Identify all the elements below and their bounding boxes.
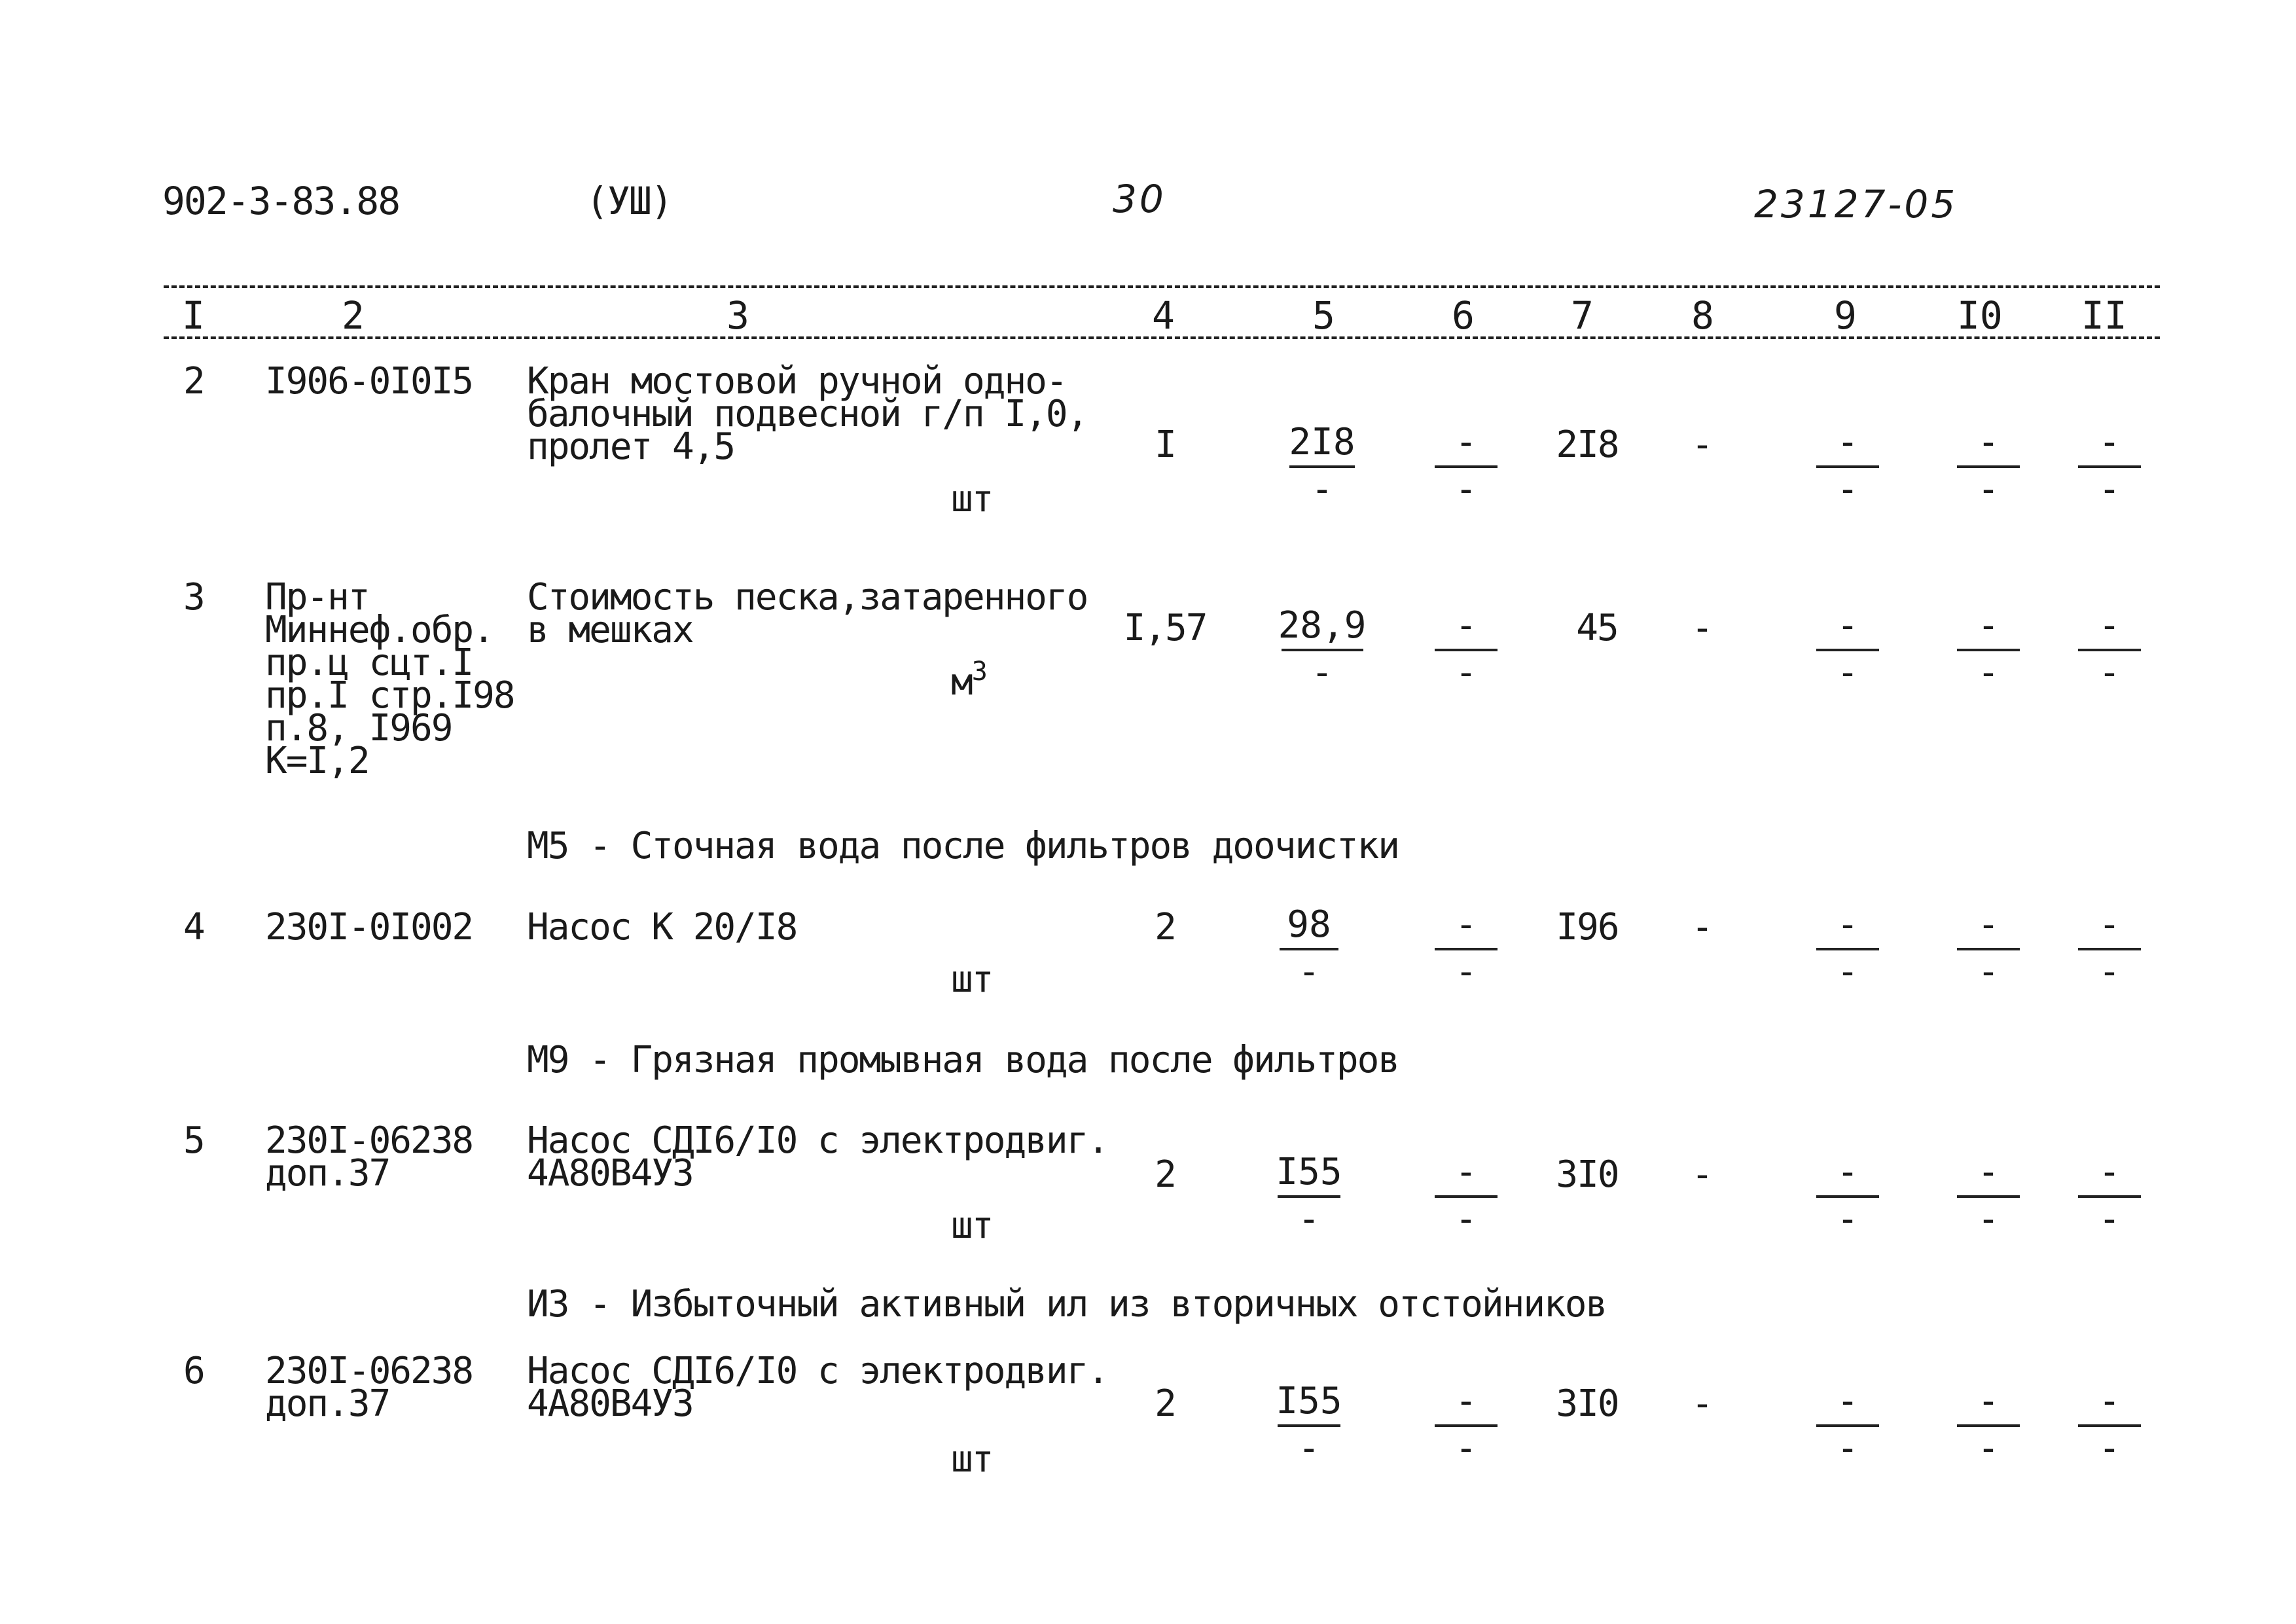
col10-top: - [1977, 903, 2000, 946]
row-quantity: 2 [1155, 1153, 1175, 1196]
row-unit-text: шт [951, 1204, 993, 1247]
section-heading: ИЗ - Избыточный активный ил из вторичных отстойников [527, 1283, 1607, 1326]
row-number: 4 [183, 906, 204, 948]
col-header-8: 8 [1691, 293, 1714, 338]
col5-bottom: - [1311, 468, 1333, 511]
col11-bottom: - [2098, 1427, 2121, 1470]
col-header-5: 5 [1312, 293, 1335, 338]
col8-value: - [1691, 1153, 1712, 1196]
col10-bottom: - [1977, 1427, 2000, 1470]
col5-top: 98 [1287, 903, 1331, 946]
col9-fraction [1812, 1381, 1884, 1473]
col11-fraction [2073, 1152, 2145, 1244]
col6-fraction [1430, 605, 1502, 697]
row-code: I906-0I0I5 [265, 360, 473, 403]
col9-fraction [1812, 422, 1884, 514]
col5-bottom: - [1311, 651, 1333, 694]
row-number: 2 [183, 360, 204, 403]
col11-fraction [2073, 905, 2145, 996]
col5-top: 2I8 [1289, 421, 1355, 463]
col11-bottom: - [2098, 1198, 2121, 1240]
row-quantity: I,57 [1123, 607, 1207, 649]
col9-top: - [1837, 903, 1859, 946]
row-unit-text: шт [951, 1438, 993, 1481]
col5-top: I55 [1276, 1380, 1342, 1422]
col6-bottom: - [1455, 950, 1477, 993]
col6-top: - [1455, 421, 1477, 463]
col5-bottom: - [1298, 1198, 1320, 1240]
col8-value: - [1691, 607, 1712, 649]
col6-top: - [1455, 1380, 1477, 1422]
row-unit-sup: 3 [971, 657, 986, 687]
col11-top: - [2098, 1151, 2121, 1193]
row-unit [951, 1438, 993, 1481]
col9-fraction [1812, 605, 1884, 697]
doc-code: 902-3-83.88 [162, 179, 400, 223]
col7-value: I96 [1556, 906, 1619, 948]
col5-fraction [1257, 1152, 1361, 1244]
col11-fraction [2073, 605, 2145, 697]
col-header-11: II [2081, 293, 2127, 338]
col9-top: - [1837, 604, 1859, 647]
col10-fraction [1952, 905, 2024, 996]
col6-bottom: - [1455, 651, 1477, 694]
col11-top: - [2098, 903, 2121, 946]
col7-value: 45 [1576, 607, 1618, 649]
row-description: Насос СДI6/I0 с электродвиг. 4А80В4УЗ [527, 1350, 1109, 1425]
col5-fraction [1257, 1381, 1361, 1473]
col5-top: I55 [1276, 1151, 1342, 1193]
row-quantity: I [1155, 424, 1175, 466]
header-top-rule [164, 285, 2160, 288]
row-unit-text: шт [951, 478, 993, 520]
col5-fraction [1270, 422, 1374, 514]
col-header-10: I0 [1957, 293, 2003, 338]
col8-value: - [1691, 906, 1712, 948]
row-unit [951, 958, 993, 1001]
col10-fraction [1952, 1381, 2024, 1473]
col10-bottom: - [1977, 950, 2000, 993]
col10-top: - [1977, 1380, 2000, 1422]
col11-top: - [2098, 421, 2121, 463]
col5-bottom: - [1298, 950, 1320, 993]
col9-bottom: - [1837, 651, 1859, 694]
row-quantity: 2 [1155, 1382, 1175, 1425]
col11-top: - [2098, 604, 2121, 647]
col9-fraction [1812, 1152, 1884, 1244]
col10-top: - [1977, 421, 2000, 463]
row-quantity: 2 [1155, 906, 1175, 948]
col6-bottom: - [1455, 468, 1477, 511]
col6-fraction [1430, 1381, 1502, 1473]
col8-value: - [1691, 424, 1712, 466]
row-description: Насос СДI6/I0 с электродвиг. 4А80В4УЗ [527, 1119, 1109, 1195]
col-header-6: 6 [1452, 293, 1475, 338]
col5-fraction [1270, 605, 1374, 697]
col5-fraction [1257, 905, 1361, 996]
col9-bottom: - [1837, 468, 1859, 511]
col7-value: 3I0 [1556, 1153, 1619, 1196]
row-unit [951, 478, 993, 520]
page-number: 30 [1113, 177, 1166, 221]
row-unit-text: м [951, 661, 972, 704]
col9-fraction [1812, 905, 1884, 996]
section-heading: М9 - Грязная промывная вода после фильтров [527, 1039, 1399, 1081]
col-header-2: 2 [342, 293, 365, 338]
col9-top: - [1837, 1151, 1859, 1193]
col10-bottom: - [1977, 651, 2000, 694]
row-unit [951, 1204, 993, 1247]
col6-fraction [1430, 905, 1502, 996]
col9-bottom: - [1837, 950, 1859, 993]
col10-bottom: - [1977, 468, 2000, 511]
col6-top: - [1455, 903, 1477, 946]
col6-fraction [1430, 1152, 1502, 1244]
row-description: Кран мостовой ручной одно- балочный подвесной г/п I,0, пролет 4,5 [527, 360, 1088, 468]
col6-top: - [1455, 604, 1477, 647]
row-code: Пр-нт Миннеф.обр. пр.ц сцт.I пр.I стр.I98 п.8, I969 К=I,2 [265, 576, 514, 782]
col-header-3: 3 [726, 293, 749, 338]
row-number: 6 [183, 1350, 204, 1392]
col10-fraction [1952, 605, 2024, 697]
col10-fraction [1952, 1152, 2024, 1244]
row-description: Стоимость песка,затаренного в мешках [527, 576, 1088, 651]
col6-bottom: - [1455, 1198, 1477, 1240]
volume-label: (УШ) [586, 179, 672, 223]
row-description: Насос К 20/I8 [527, 906, 797, 948]
col6-fraction [1430, 422, 1502, 514]
col10-bottom: - [1977, 1198, 2000, 1240]
col-header-7: 7 [1571, 293, 1594, 338]
col6-bottom: - [1455, 1427, 1477, 1470]
col8-value: - [1691, 1382, 1712, 1425]
col9-bottom: - [1837, 1427, 1859, 1470]
col11-bottom: - [2098, 950, 2121, 993]
col9-bottom: - [1837, 1198, 1859, 1240]
sheet-code: 23127-05 [1754, 182, 1958, 226]
col6-top: - [1455, 1151, 1477, 1193]
row-number: 3 [183, 576, 204, 619]
col11-bottom: - [2098, 651, 2121, 694]
row-code: 230I-0I002 [265, 906, 473, 948]
section-heading: М5 - Сточная вода после фильтров доочистки [527, 825, 1399, 867]
col9-top: - [1837, 421, 1859, 463]
col7-value: 2I8 [1556, 424, 1619, 466]
col-header-1: I [182, 293, 205, 338]
col10-fraction [1952, 422, 2024, 514]
col5-bottom: - [1298, 1427, 1320, 1470]
row-number: 5 [183, 1119, 204, 1162]
col7-value: 3I0 [1556, 1382, 1619, 1425]
col10-top: - [1977, 604, 2000, 647]
col9-top: - [1837, 1380, 1859, 1422]
col-header-9: 9 [1834, 293, 1857, 338]
col11-fraction [2073, 422, 2145, 514]
row-code: 230I-06238 доп.37 [265, 1350, 473, 1425]
col11-top: - [2098, 1380, 2121, 1422]
col11-fraction [2073, 1381, 2145, 1473]
row-unit [951, 657, 986, 704]
col-header-4: 4 [1152, 293, 1175, 338]
row-unit-text: шт [951, 958, 993, 1001]
col5-top: 28,9 [1278, 604, 1367, 647]
col11-bottom: - [2098, 468, 2121, 511]
row-code: 230I-06238 доп.37 [265, 1119, 473, 1195]
col10-top: - [1977, 1151, 2000, 1193]
